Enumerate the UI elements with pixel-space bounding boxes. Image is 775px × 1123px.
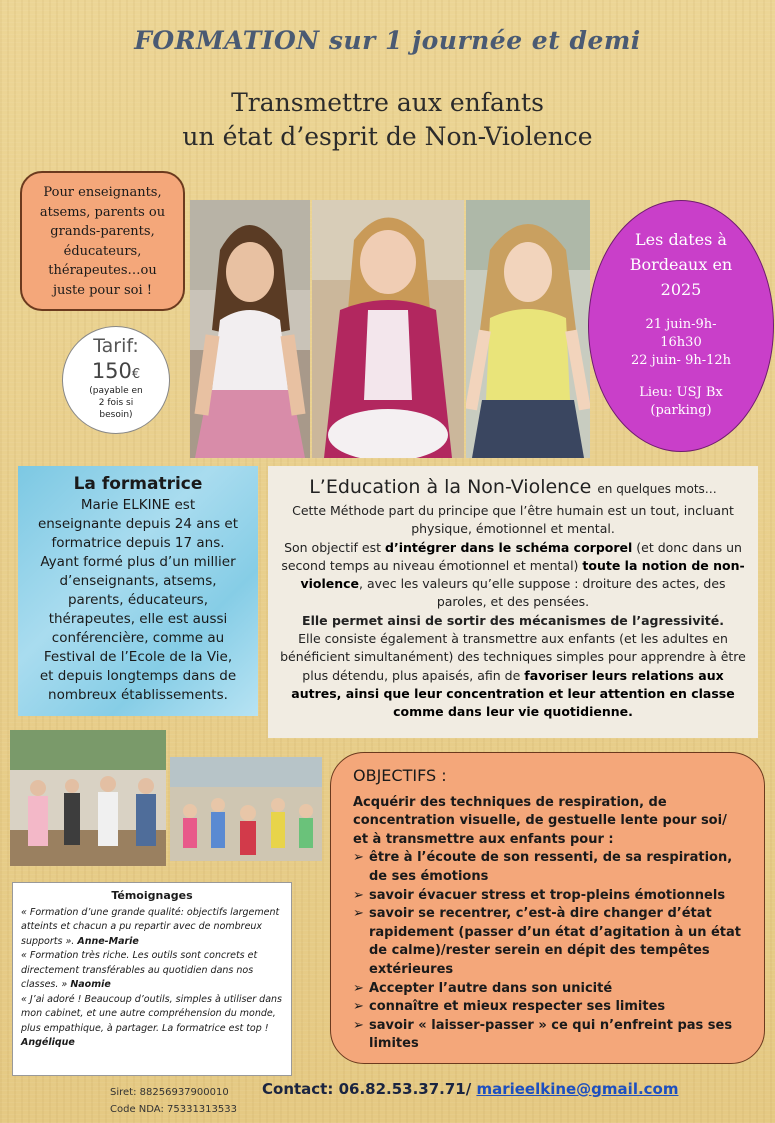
- objective-text: savoir se recentrer, c’est-à dire changer d’état rapidement (passer d’un état d’agitation à un état de calme)/rester serein en dépit des tempêtes extérieures: [369, 906, 741, 977]
- arrow-bullet-icon: ➢: [353, 906, 364, 922]
- testimonial: [21, 906, 283, 950]
- education-paragraph-2: [280, 539, 746, 612]
- education-heading: [280, 474, 746, 502]
- siret-number: Siret: 88256937900010: [110, 1087, 229, 1098]
- subtitle-line-1: Transmettre aux enfants: [231, 88, 544, 117]
- dates-heading-line: 2025: [660, 280, 702, 299]
- contact-phone: Contact: 06.82.53.37.71/: [262, 1080, 477, 1098]
- trainer-bio-line: parents, éducateurs,: [67, 592, 209, 608]
- trainer-bio-line: et depuis longtemps dans de: [39, 668, 237, 684]
- page-title: FORMATION sur 1 journée et demi: [134, 26, 641, 55]
- tarif-note: [63, 385, 169, 421]
- arrow-bullet-icon: ➢: [353, 850, 364, 866]
- text-run: Son objectif est: [284, 539, 385, 555]
- objective-text: savoir « laisser-passer » ce qui n’enfreint pas ses limites: [369, 1017, 733, 1052]
- education-heading-suffix: en quelques mots…: [597, 482, 717, 496]
- testimonials-heading: Témoignages: [111, 889, 193, 902]
- trainer-bio-line: d’enseignants, atsems,: [59, 573, 217, 589]
- text-run: Elle consiste également à transmettre aux enfants (et les adultes en bénéficient simultanément) des techniques simples pour apprendre à être plus détendu, plus apaisés, afin de: [280, 631, 746, 683]
- date-line: 22 juin- 9h-12h: [630, 353, 732, 368]
- arrow-bullet-icon: ➢: [353, 980, 364, 996]
- audience-box: [20, 171, 185, 311]
- price-value: 150: [91, 359, 132, 383]
- subtitle-line-2: un état d’esprit de Non-Violence: [182, 122, 593, 151]
- list-item: [353, 849, 742, 886]
- objectives-heading: OBJECTIFS :: [353, 766, 447, 785]
- trainer-bio: [28, 496, 248, 705]
- location-line: Lieu: USJ Bx: [639, 385, 723, 400]
- legal-info: [110, 1084, 237, 1118]
- dates-heading-line: Les dates à: [635, 230, 727, 249]
- text-run-bold: favoriser leurs relations aux autres, ainsi que leur concentration et leur attention en classe comme dans leur vie quotidienne.: [291, 667, 735, 720]
- dates-list: [589, 316, 773, 370]
- classroom-children-photo: [170, 757, 322, 861]
- girl-meditating-photo-3: [466, 200, 590, 458]
- arrow-bullet-icon: ➢: [353, 887, 364, 903]
- tarif-price: [63, 359, 169, 383]
- location-line: (parking): [650, 403, 712, 418]
- objective-text: savoir évacuer stress et trop-pleins émotionnels: [369, 887, 726, 903]
- testimonial-quote: « J’ai adoré ! Beaucoup d’outils, simples à utiliser dans mon cabinet, et une autre compréhension du monde, plus empathique, à partager. La formatrice est top !: [21, 993, 283, 1034]
- objective-text: être à l’écoute de son ressenti, de sa respiration, de ses émotions: [369, 850, 733, 884]
- list-item: [353, 887, 742, 906]
- audience-line: éducateurs,: [63, 243, 142, 259]
- testimonial-quote: « Formation très riche. Les outils sont concrets et directement transférables au quotidien dans nos classes. »: [21, 950, 258, 990]
- girl-meditating-photo-2: [312, 200, 464, 458]
- trainer-bio-line: enseignante depuis 24 ans et: [37, 516, 239, 532]
- page-subtitle: [0, 86, 775, 154]
- arrow-bullet-icon: ➢: [353, 999, 364, 1015]
- contact-line: [262, 1080, 678, 1098]
- trainer-bio-line: formatrice depuis 17 ans.: [51, 535, 225, 551]
- trainer-bio-line: nombreux établissements.: [48, 687, 228, 703]
- objectives-intro: Acquérir des techniques de respiration, de concentration visuelle, de gestuelle lente pour soi/ et à transmettre aux enfants pour :: [353, 794, 727, 847]
- trainer-heading: La formatrice: [73, 474, 203, 494]
- nda-code: Code NDA: 75331313533: [110, 1104, 237, 1115]
- date-line: 21 juin-9h-: [645, 317, 717, 332]
- trainer-bio-line: Ayant formé plus d’un millier: [40, 554, 236, 570]
- list-item: [353, 980, 742, 999]
- audience-line: grands-parents,: [50, 224, 155, 239]
- audience-line: thérapeutes…ou: [48, 263, 157, 278]
- education-paragraph-1: Cette Méthode part du principe que l’être humain est un tout, incluant physique, émotionnel et mental.: [292, 503, 734, 537]
- trainer-box: [18, 466, 258, 716]
- trainer-bio-line: Festival de l’Ecole de la Vie,: [43, 649, 233, 665]
- testimonial-author: Angélique: [21, 1037, 75, 1048]
- tarif-note-line: besoin): [99, 410, 133, 420]
- testimonial-author: Naomie: [70, 979, 111, 990]
- objective-text: connaître et mieux respecter ses limites: [369, 999, 666, 1015]
- trainer-bio-line: conférencière, comme au: [51, 630, 225, 646]
- education-section: [268, 466, 758, 738]
- audience-line: Pour enseignants,: [43, 185, 162, 200]
- audience-line: atsems, parents ou: [39, 204, 166, 220]
- testimonials-box: [12, 882, 292, 1076]
- education-heading-text: L’Education à la Non-Violence: [309, 476, 592, 498]
- education-paragraph-4: [280, 630, 746, 721]
- girl-meditating-photo-1: [190, 200, 310, 458]
- objectives-list: [353, 849, 742, 1054]
- objective-text: Accepter l’autre dans son unicité: [369, 980, 613, 996]
- price-currency: €: [131, 367, 141, 382]
- text-run: (et donc dans un second temps au niveau émotionnel et mental): [281, 539, 742, 573]
- arrow-bullet-icon: ➢: [353, 1017, 364, 1033]
- tarif-note-line: 2 fois si: [98, 398, 134, 408]
- audience-line: juste pour soi !: [52, 282, 152, 298]
- trainer-bio-line: thérapeutes, elle est aussi: [48, 611, 228, 627]
- testimonial: [21, 949, 283, 993]
- workshop-adults-photo: [10, 730, 166, 866]
- tarif-note-line: (payable en: [89, 386, 143, 396]
- list-item: [353, 905, 742, 979]
- list-item: [353, 998, 742, 1017]
- testimonial-author: Anne-Marie: [77, 935, 139, 947]
- text-run: , avec les valeurs qu’elle suppose : droiture des actes, des paroles, et des pensées.: [359, 576, 726, 610]
- trainer-bio-line: Marie ELKINE est: [80, 497, 196, 513]
- dates-heading-line: Bordeaux en: [629, 255, 733, 274]
- location: [589, 384, 773, 420]
- dates-circle: [588, 200, 774, 452]
- education-paragraph-3: Elle permet ainsi de sortir des mécanismes de l’agressivité.: [302, 612, 724, 628]
- date-line: 16h30: [660, 335, 702, 350]
- text-run-bold: d’intégrer dans le schéma corporel: [385, 539, 633, 555]
- list-item: [353, 1017, 742, 1054]
- testimonial-quote: « Formation d’une grande qualité: objectifs largement atteints et chacun a pu repartir avec de nombreux supports ».: [21, 906, 280, 947]
- objectives-box: [330, 752, 765, 1064]
- dates-heading: [589, 227, 773, 302]
- text-run-bold: toute la notion de non-violence: [300, 557, 745, 592]
- tarif-circle: [62, 326, 170, 434]
- tarif-label: Tarif:: [93, 335, 139, 357]
- testimonial: [21, 993, 283, 1051]
- email-link[interactable]: marieelkine@gmail.com: [476, 1080, 679, 1098]
